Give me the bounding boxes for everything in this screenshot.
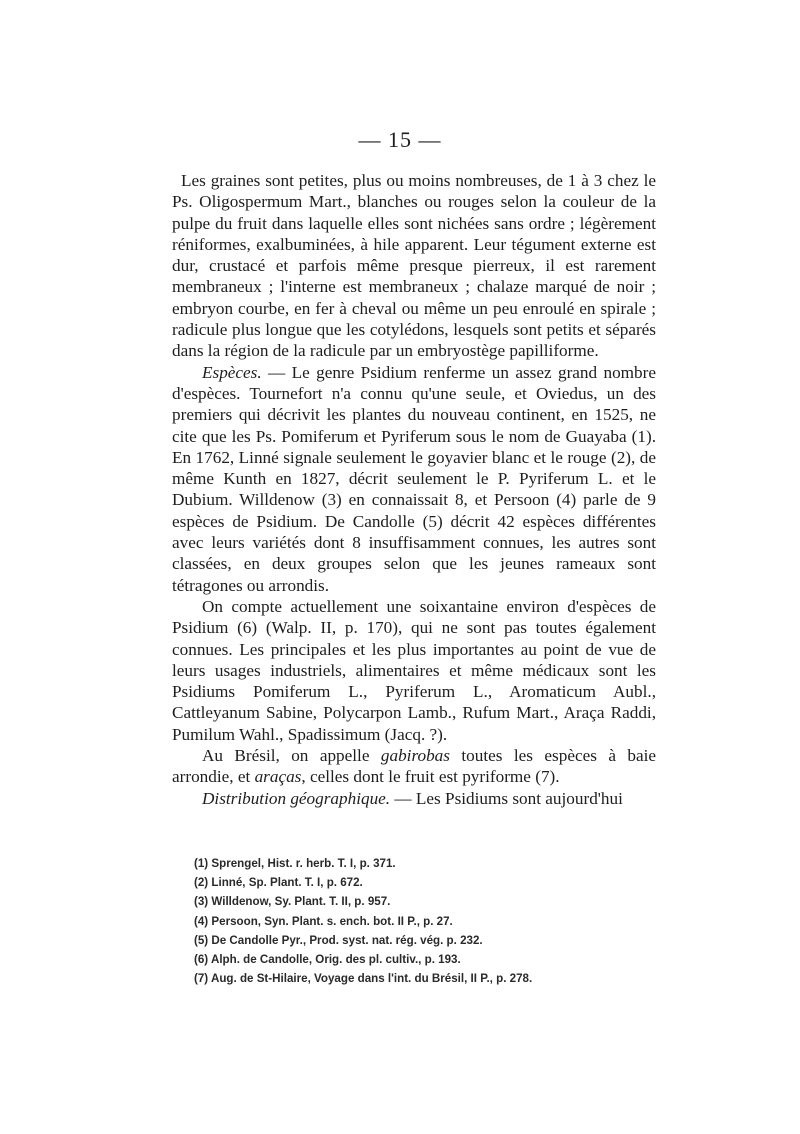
footnotes <box>194 854 654 988</box>
footnote: (6) Alph. de Candolle, Orig. des pl. cultiv., p. 193. <box>194 953 461 967</box>
term-aracas: araças <box>254 767 302 787</box>
footnote: (7) Aug. de St-Hilaire, Voyage dans l'int. du Brésil, II P., p. 278. <box>194 972 533 986</box>
paragraph-species-text: — Le genre Psidium renferme un assez grand nombre d'espèces. Tournefort n'a connu qu'une seule, et Oviedus, un des premiers qui décrivit les plantes du nouveau continent, en 1525, ne cite que les Ps. Pomiferum et Pyriferum sous le nom de Guayaba (1). En 1762, Linné signale seulement le goyavier blanc et le rouge (2), de même Kunth en 1827, décrit seulement le P. Pyriferum L. et le Dubium. Willdenow (3) en connaissait 8, et Persoon (4) parle de 9 espèces de Psidium. De Candolle (5) décrit 42 espèces différentes avec leurs variétés dont 8 insuffisamment connues, les autres sont classées, en deux groupes selon que les jeunes rameaux sont tétragones ou arrondis. <box>172 362 656 595</box>
paragraph-species <box>172 362 656 596</box>
paragraph-brazil-text-a: Au Brésil, on appelle <box>202 746 381 766</box>
term-gabirobas: gabirobas <box>380 746 450 766</box>
paragraph-seeds: Les graines sont petites, plus ou moins nombreuses, de 1 à 3 chez le Ps. Oligospermum Mart., blanches ou rouges selon la couleur de la pulpe du fruit dans laquelle elles sont nichées sans ordre ; légèrement réniformes, exalbuminées, à hile apparent. Leur tégument externe est dur, crustacé et parfois même presque pierreux, il est rarement membraneux ; l'interne est membraneux ; chalaze marqué de noir ; embryon courbe, en fer à cheval ou même un peu enroulé en spirale ; radicule plus longue que les cotylédons, lesquels sont petits et séparés dans la région de la radicule par un embryostège papilliforme. <box>172 171 656 361</box>
body-text <box>172 170 656 809</box>
section-heading-distribution: Distribution géographique. <box>202 788 391 808</box>
paragraph-brazil-text-c: , celles dont le fruit est pyriforme (7). <box>301 767 560 787</box>
footnote: (5) De Candolle Pyr., Prod. syst. nat. rég. vég. p. 232. <box>194 933 483 947</box>
footnote: (2) Linné, Sp. Plant. T. I, p. 672. <box>194 876 363 890</box>
paragraph-brazil-text-b: toutes les espèces à baie arrondie, et <box>172 746 657 787</box>
paragraph-brazil <box>172 745 656 788</box>
paragraph-distribution-text: — Les Psidiums sont aujourd'hui <box>390 788 623 808</box>
page-number: — 15 — <box>358 127 442 152</box>
footnote: (1) Sprengel, Hist. r. herb. T. I, p. 371. <box>194 857 396 870</box>
section-heading-especes: Espèces. <box>202 362 262 382</box>
paragraph-distribution <box>172 788 656 809</box>
paragraph-count: On compte actuellement une soixantaine environ d'espèces de Psidium (6) (Walp. II, p. 170), qui ne sont pas toutes également connues. Les principales et les plus importantes au point de vue de leurs usages industriels, alimentaires et même médicaux sont les Psidiums Pomiferum L., Pyriferum L., Aromaticum Aubl., Cattleyanum Sabine, Polycarpon Lamb., Rufum Mart., Araça Raddi, Pumilum Wahl., Spadissimum (Jacq. ?). <box>172 596 656 744</box>
footnote: (3) Willdenow, Sy. Plant. T. II, p. 957. <box>194 895 391 909</box>
footnote: (4) Persoon, Syn. Plant. s. ench. bot. II P., p. 27. <box>194 914 453 928</box>
